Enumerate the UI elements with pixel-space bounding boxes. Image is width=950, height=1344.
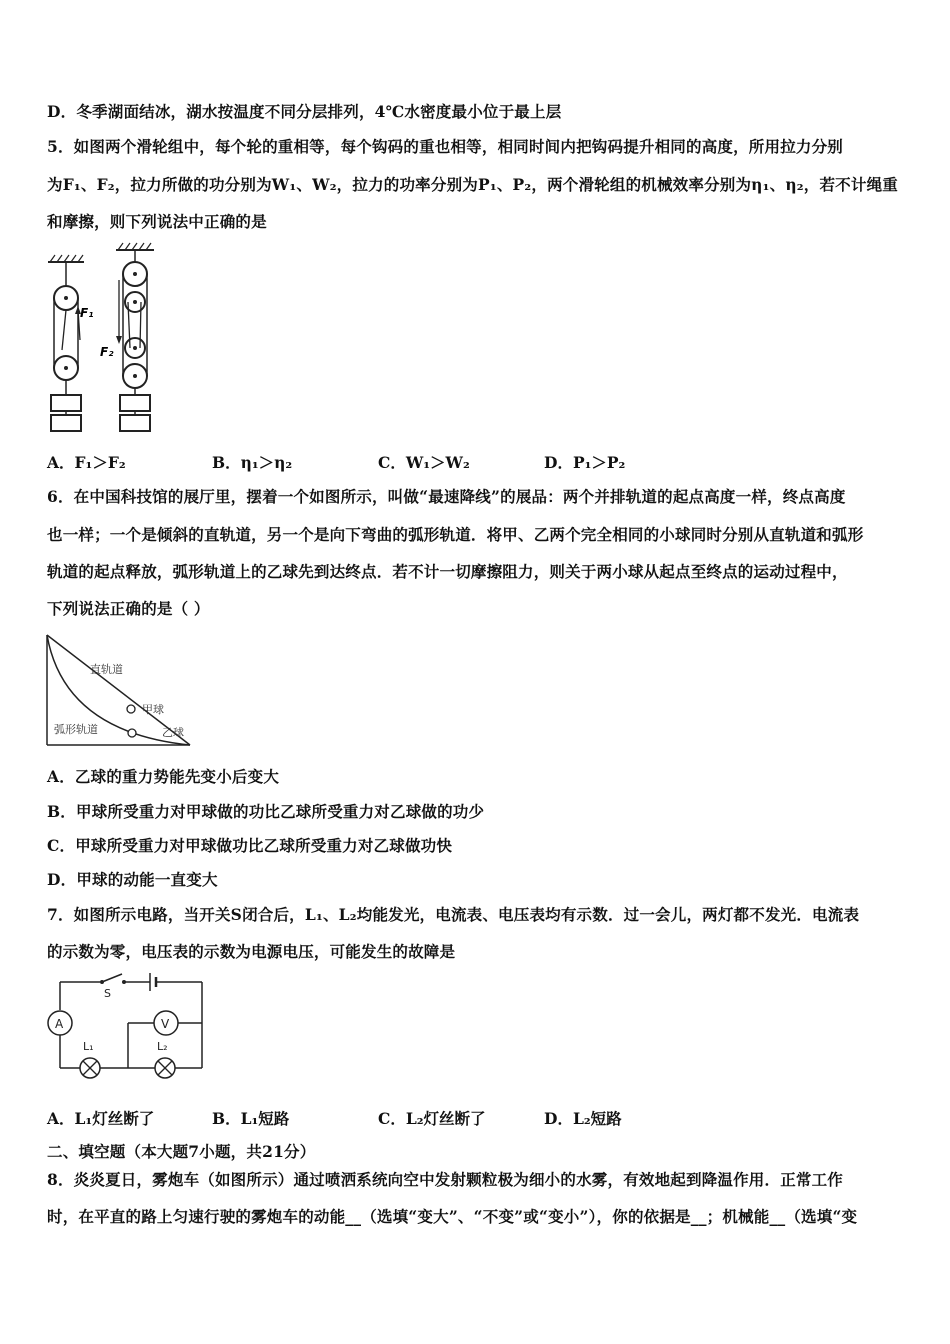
pulley-label-f2: F₂ [100,345,114,359]
q6-option-a: A．乙球的重力势能先变小后变大 [47,767,280,786]
q8-line-2: 时，在平直的路上匀速行驶的雾炮车的动能__（选填“变大”、“不变”或“变小”），你的依据是__；机械能__（选填“变 [47,1207,858,1226]
q6-option-d: D．甲球的动能一直变大 [47,870,218,889]
q6-option-b: B．甲球所受重力对甲球做的功比乙球所受重力对乙球做的功少 [47,802,485,821]
ball-a [127,705,135,713]
q7-line-1: 7．如图所示电路，当开关S闭合后，L₁、L₂均能发光，电流表、电压表均有示数．过一会儿，两灯都不发光．电流表 [47,905,860,924]
section-2-heading: 二、填空题（本大题7小题，共21分） [47,1142,316,1161]
q5-line-3: 和摩擦，则下列说法中正确的是 [47,212,267,231]
q5-line-2: 为F₁、F₂，拉力所做的功分别为W₁、W₂，拉力的功率分别为P₁、P₂，两个滑轮组的机械效率分别为η₁、η₂，若不计绳重 [47,175,898,194]
q5-option-d: D．P₁＞P₂ [544,453,626,472]
q5-option-b: B．η₁＞η₂ [212,453,293,472]
q5-option-a: A．F₁＞F₂ [47,453,126,472]
q6-option-c: C．甲球所受重力对甲球做功比乙球所受重力对乙球做功快 [47,836,453,855]
label-straight-track: 直轨道 [90,663,123,676]
q8-line-1: 8．炎炎夏日，雾炮车（如图所示）通过喷洒系统向空中发射颗粒极为细小的水雾，有效地起到降温作用．正常工作 [47,1170,843,1189]
label-switch: S [104,987,111,1000]
label-ball-a: 甲球 [142,703,164,716]
q4-option-d: D．冬季湖面结冰，湖水按温度不同分层排列，4℃水密度最小位于最上层 [47,102,562,121]
q7-option-b: B．L₁短路 [212,1109,290,1128]
q7-option-a: A．L₁灯丝断了 [47,1109,155,1128]
q6-line-3: 轨道的起点释放，弧形轨道上的乙球先到达终点．若不计一切摩擦阻力，则关于两小球从起点至终点的运动过程中， [47,562,848,581]
q7-line-2: 的示数为零，电压表的示数为电源电压，可能发生的故障是 [47,942,456,961]
pulley-label-f1: F₁ [80,306,94,320]
q6-line-2: 也一样；一个是倾斜的直轨道，另一个是向下弯曲的弧形轨道．将甲、乙两个完全相同的小球同时分别从直轨道和弧形 [47,525,864,544]
q6-line-4: 下列说法正确的是（ ） [47,599,210,618]
label-ammeter: A [55,1017,64,1031]
circuit-figure [40,970,210,1082]
ball-b [128,729,136,737]
q5-option-c: C．W₁＞W₂ [378,453,470,472]
q6-line-1: 6．在中国科技馆的展厅里，摆着一个如图所示，叫做“最速降线”的展品：两个并排轨道的起点高度一样，终点高度 [47,487,846,506]
label-ball-b: 乙球 [162,726,184,739]
q7-option-d: D．L₂短路 [544,1109,622,1128]
track-figure [44,632,194,752]
label-lamp-1: L₁ [83,1040,94,1053]
pulley-figure [40,240,160,435]
q7-option-c: C．L₂灯丝断了 [378,1109,486,1128]
label-curved-track: 弧形轨道 [54,723,98,736]
switch [102,974,122,982]
q5-line-1: 5．如图两个滑轮组中，每个轮的重相等，每个钩码的重也相等，相同时间内把钩码提升相同的高度，所用拉力分别 [47,137,843,156]
label-lamp-2: L₂ [157,1040,168,1053]
label-voltmeter: V [161,1017,170,1031]
